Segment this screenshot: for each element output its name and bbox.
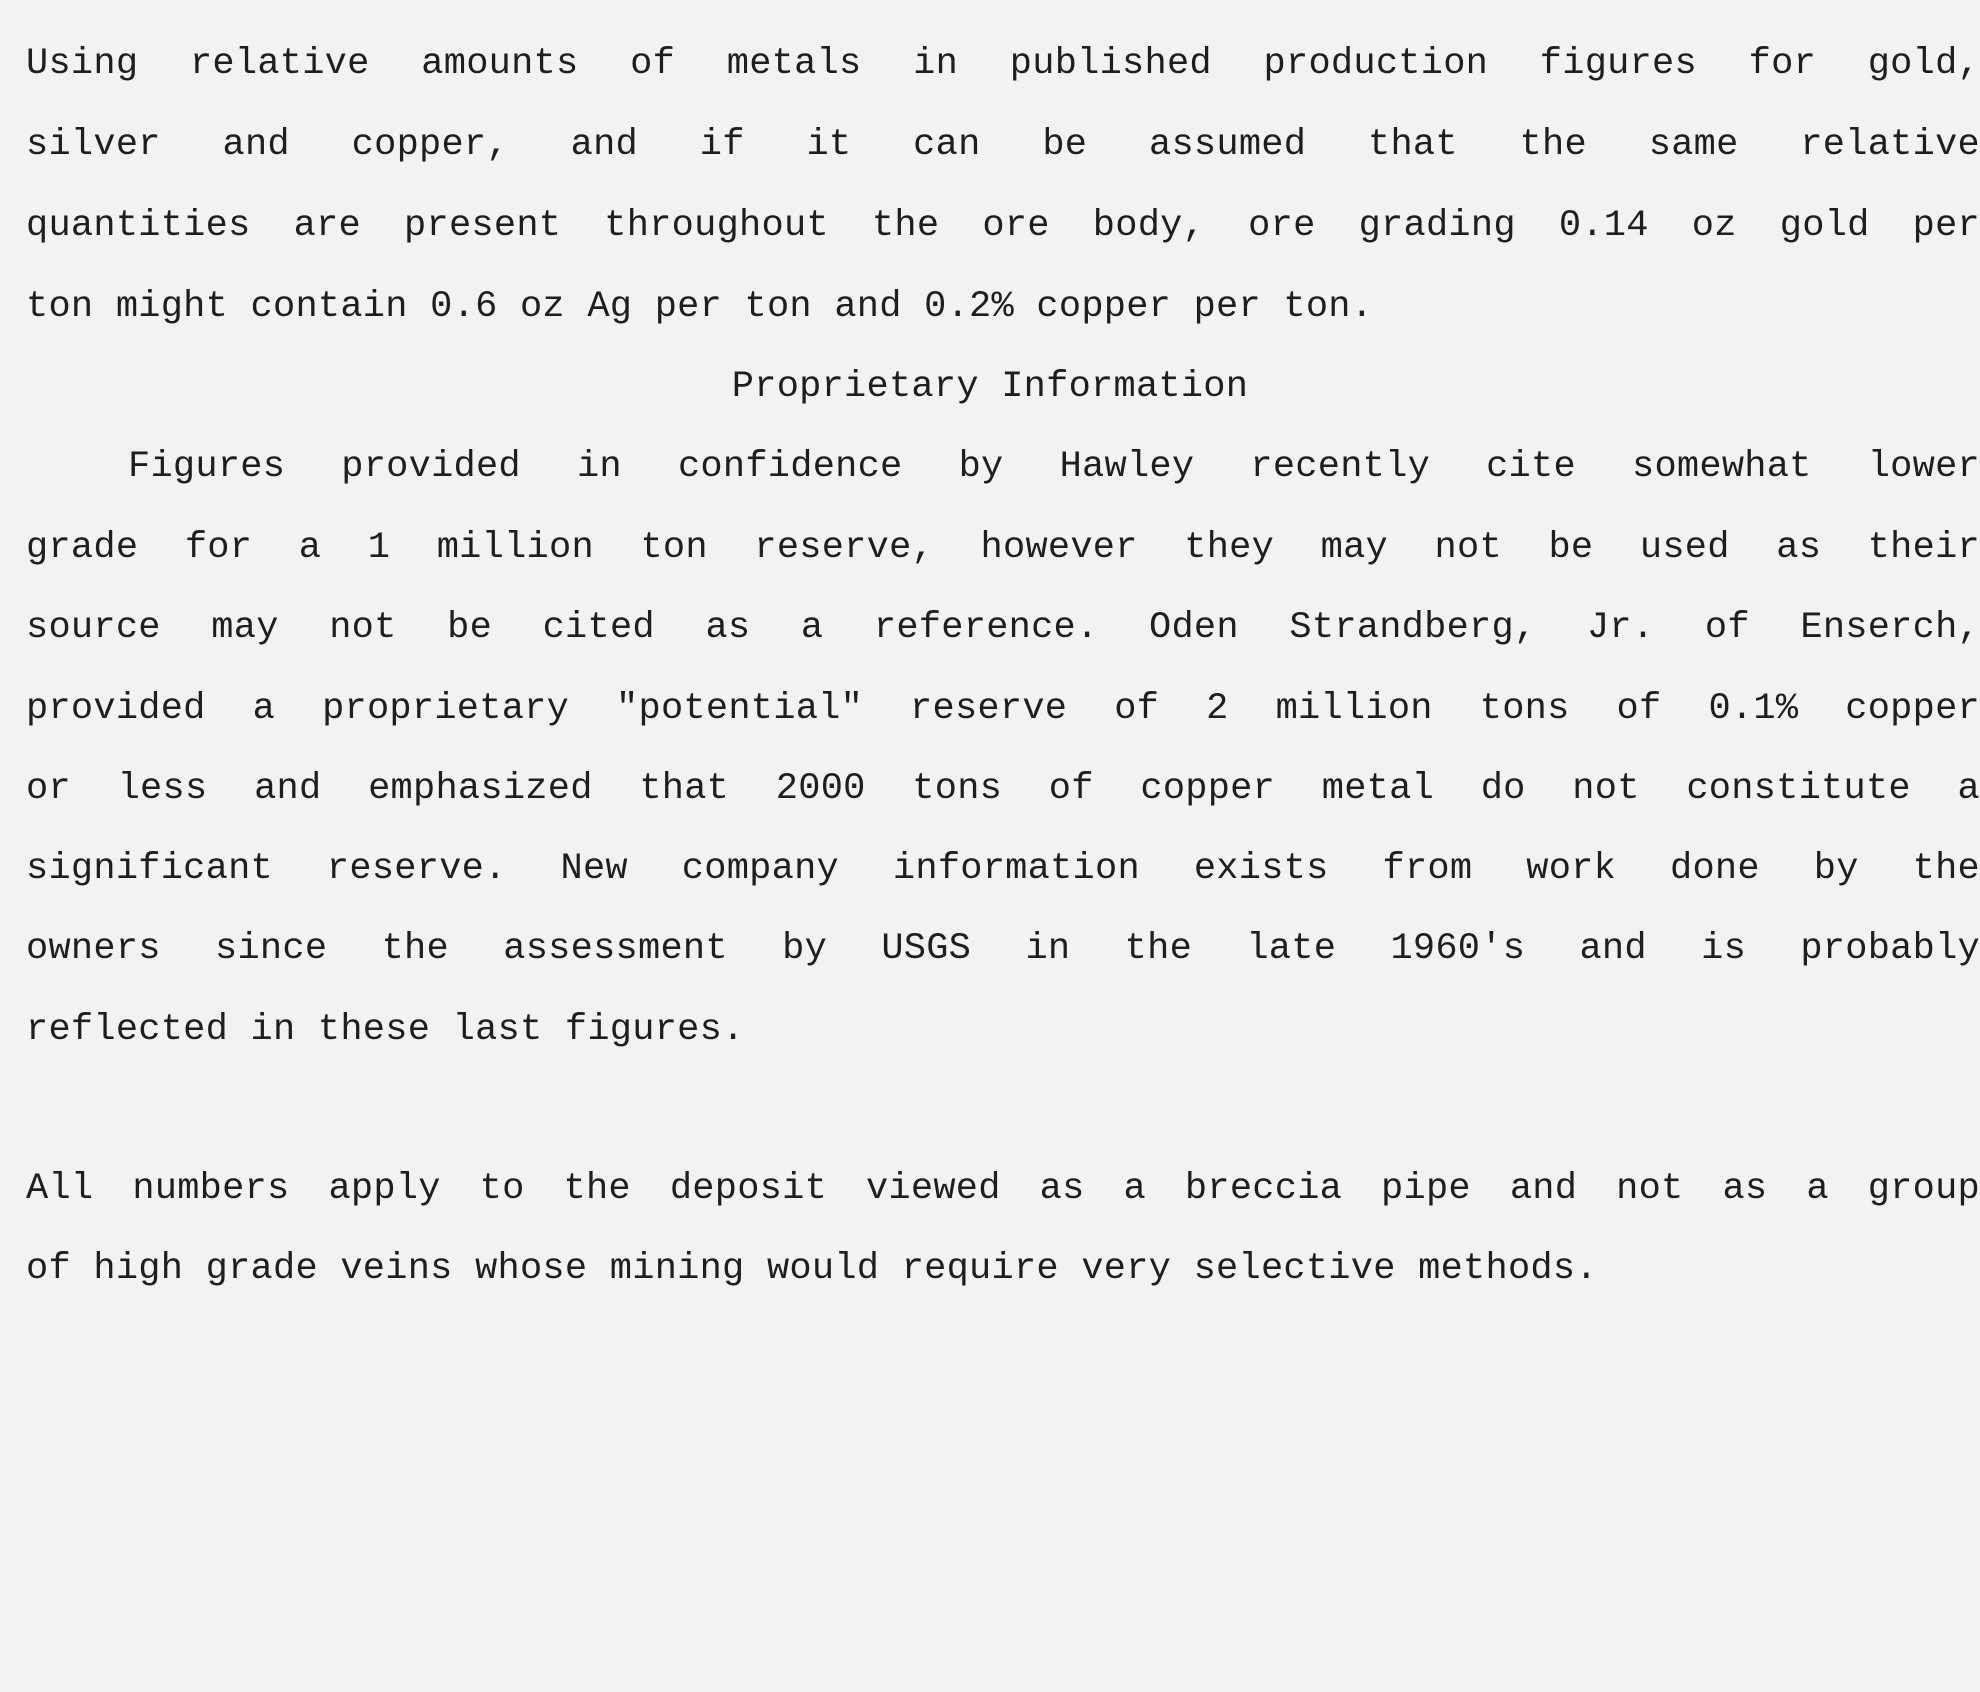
paragraph-3-line-2: of high grade veins whose mining would require very selective methods. bbox=[26, 1248, 1598, 1290]
paragraph-2-line-5: or less and emphasized that 2000 tons of copper metal do not constitute a bbox=[26, 768, 1980, 810]
paragraph-1-line-2: silver and copper, and if it can be assumed that the same relative bbox=[26, 124, 1980, 166]
section-heading: Proprietary Information bbox=[731, 366, 1249, 408]
paragraph-2-line-3: source may not be cited as a reference. Oden Strandberg, Jr. of Enserch, bbox=[26, 607, 1980, 649]
paragraph-2-line-1: Figures provided in confidence by Hawley recently cite somewhat lower bbox=[128, 446, 1980, 488]
paragraph-1-line-3: quantities are present throughout the ore body, ore grading 0.14 oz gold per bbox=[26, 205, 1980, 247]
paragraph-2-line-8: reflected in these last figures. bbox=[26, 1009, 745, 1051]
paragraph-2-line-2: grade for a 1 million ton reserve, however they may not be used as their bbox=[26, 527, 1980, 569]
paragraph-1-line-1: Using relative amounts of metals in published production figures for gold, bbox=[26, 43, 1980, 85]
paragraph-2-line-6: significant reserve. New company information exists from work done by the bbox=[26, 848, 1980, 890]
paragraph-2-line-4: provided a proprietary "potential" reserve of 2 million tons of 0.1% copper bbox=[26, 688, 1980, 730]
paragraph-3-line-1: All numbers apply to the deposit viewed as a breccia pipe and not as a group bbox=[26, 1168, 1980, 1210]
paragraph-2-line-7: owners since the assessment by USGS in the late 1960's and is probably bbox=[26, 928, 1980, 970]
paragraph-1-line-4: ton might contain 0.6 oz Ag per ton and 0.2% copper per ton. bbox=[26, 286, 1374, 328]
